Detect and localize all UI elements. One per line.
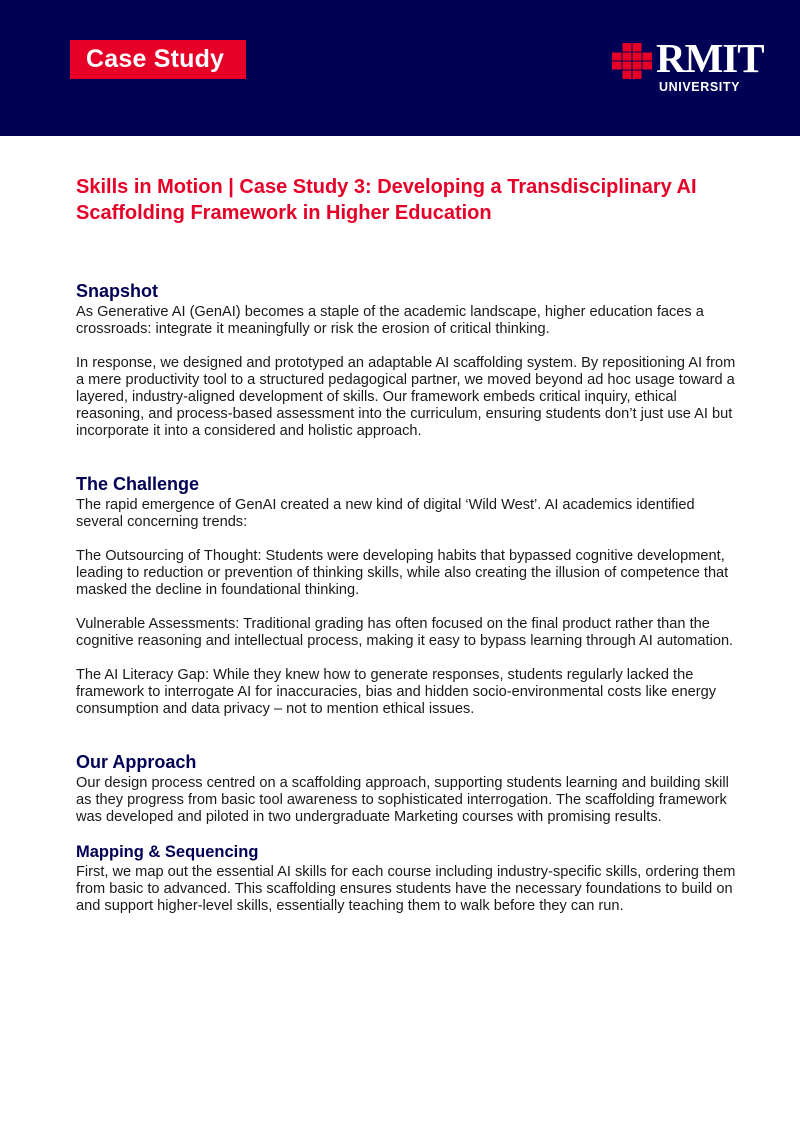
challenge-paragraph-2: The Outsourcing of Thought: Students were developing habits that bypassed cognitive development, leading to reduction or prevention of thinking skills, while also creating the illusion of competence that masked the decline in foundational thinking. bbox=[76, 548, 729, 598]
approach-section bbox=[76, 751, 736, 826]
challenge-paragraph-3: Vulnerable Assessments: Traditional grading has often focused on the final product rather than the cognitive reasoning and intellectual process, making it easy to bypass learning through AI automation. bbox=[76, 616, 734, 649]
snapshot-paragraph-2: In response, we designed and prototyped an adaptable AI scaffolding system. By repositioning AI from a mere productivity tool to a structured pedagogical partner, we moved beyond ad hoc usage toward a layered, industry-aligned development of skills. Our framework embeds critical inquiry, ethical reasoning, and process-based assessment into the curriculum, ensuring students don’t just use AI but incorporate it into a considered and holistic approach. bbox=[76, 355, 736, 439]
challenge-heading: The Challenge bbox=[76, 474, 200, 494]
approach-heading: Our Approach bbox=[76, 752, 197, 772]
rmit-logo bbox=[612, 35, 768, 96]
logo-subtitle: UNIVERSITY bbox=[659, 80, 741, 94]
mapping-heading: Mapping & Sequencing bbox=[76, 843, 259, 861]
snapshot-heading: Snapshot bbox=[76, 281, 159, 301]
rmit-pixel-mark-icon bbox=[612, 43, 652, 79]
challenge-section bbox=[76, 473, 736, 718]
document-title: Skills in Motion | Case Study 3: Developing a Transdisciplinary AI Scaffolding Framework in Higher Education bbox=[76, 176, 697, 224]
mapping-section bbox=[76, 842, 736, 915]
logo-wordmark: RMIT bbox=[656, 35, 764, 81]
approach-paragraph-1: Our design process centred on a scaffolding approach, supporting students learning and building skill as they progress from basic tool awareness to sophisticated interrogation. The scaffolding framework was developed and piloted in two undergraduate Marketing courses with promising results. bbox=[76, 775, 729, 825]
document-body bbox=[76, 174, 736, 915]
challenge-paragraph-1: The rapid emergence of GenAI created a new kind of digital ‘Wild West’. AI academics identified several concerning trends: bbox=[76, 497, 695, 530]
challenge-paragraph-4: The AI Literacy Gap: While they knew how to generate responses, students regularly lacked the framework to interrogate AI for inaccuracies, bias and hidden socio-environmental costs like energy consumption and data privacy – not to mention ethical issues. bbox=[76, 667, 717, 717]
snapshot-paragraph-1: As Generative AI (GenAI) becomes a staple of the academic landscape, higher education faces a crossroads: integrate it meaningfully or risk the erosion of critical thinking. bbox=[76, 304, 704, 337]
snapshot-section bbox=[76, 280, 736, 440]
case-study-badge: Case Study bbox=[70, 40, 246, 79]
page-header bbox=[0, 0, 800, 136]
mapping-paragraph-1: First, we map out the essential AI skills for each course including industry-specific skills, ordering them from basic to advanced. This scaffolding ensures students have the necessary foundations to build on and support higher-level skills, essentially teaching them to walk before they can run. bbox=[76, 864, 736, 914]
